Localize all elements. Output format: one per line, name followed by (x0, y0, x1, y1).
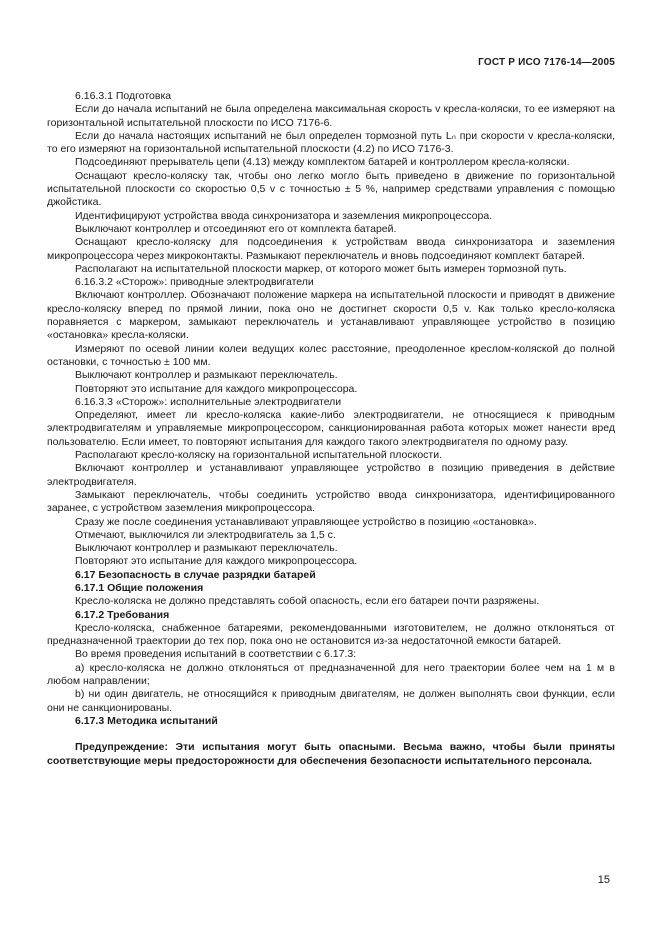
paragraph: 6.17.2 Требования (75, 608, 170, 621)
paragraph: 6.17.3 Методика испытаний (75, 714, 218, 727)
paragraph: 6.16.3.1 Подготовка (75, 90, 172, 102)
paragraph: Сразу же после соединения устанавливают управляющее устройство в позицию «остановка». (75, 515, 537, 528)
paragraph: Определяют, имеет ли кресло-коляска какие-либо электродвигатели, не относящиеся к приводным электродвигателям и управляемые микропроцессором, санкционированная работа которых может нанести вред пользователю. Если имеет, то повторяют испытания для каждого такого электродвигателя по одному разу. (47, 409, 615, 448)
paragraph: Отмечают, выключился ли электродвигатель за 1,5 с. (75, 528, 336, 541)
paragraph: Выключают контроллер и размыкают переключатель. (75, 542, 338, 555)
page-footer (598, 874, 610, 886)
paragraph: Кресло-коляска не должно представлять собой опасность, если его батареи почти разряжены. (75, 595, 540, 608)
paragraph: Оснащают кресло-коляску для подсоединения к устройствам ввода синхронизатора и заземления микропроцессора через микроконтакты. Размыкают переключатель и вновь подсоединяют комплект батарей. (47, 236, 615, 262)
paragraph: Повторяют это испытание для каждого микропроцессора. (75, 382, 358, 395)
paragraph: Если до начала настоящих испытаний не был определен тормозной путь Lₙ при скорости v кресла-коляски, то его измеряют на горизонтальной испытательной плоскости (4.2) по ИСО 7176-3. (47, 129, 615, 156)
paragraph: Измеряют по осевой линии колеи ведущих колес расстояние, преодоленное креслом-коляской до полной остановки, с точностью ± 100 мм. (47, 342, 615, 368)
paragraph: Располагают на испытательной плоскости маркер, от которого может быть измерен тормозной путь. (75, 262, 567, 275)
paragraph: Замыкают переключатель, чтобы соединить устройство ввода синхронизатора, идентифицированного заранее, с устройством заземления микропроцессора. (47, 488, 615, 515)
paragraph: Предупреждение: Эти испытания могут быть опасными. Весьма важно, чтобы были приняты соответствующие меры предосторожности для обеспечения безопасности испытательного персонала. (47, 741, 615, 767)
page-number: 15 (597, 874, 610, 886)
document-header (47, 57, 615, 68)
paragraph: Если до начала испытаний не была определена максимальная скорость v кресла-коляски, то ее измеряют на горизонтальной испытательной плоскости по ИСО 7176-6. (47, 103, 615, 129)
paragraph: Включают контроллер и устанавливают управляющее устройство в позицию приведения в действие электродвигателя. (47, 462, 615, 488)
paragraph: 6.17.1 Общие положения (75, 581, 204, 594)
paragraph: 6.17 Безопасность в случае разрядки батарей (75, 568, 316, 581)
paragraph: b) ни один двигатель, не относящийся к приводным двигателям, не должен выполнять свои функции, если они не санкционированы. (47, 688, 615, 714)
paragraph: Подсоединяют прерыватель цепи (4.13) между комплектом батарей и контроллером кресла-коляски. (75, 156, 570, 169)
paragraph: 6.16.3.3 «Сторож»: исполнительные электродвигатели (75, 395, 342, 408)
paragraph: Во время проведения испытаний в соответствии с 6.17.3: (75, 648, 357, 661)
paragraph: 6.16.3.2 «Сторож»: приводные электродвигатели (75, 276, 314, 289)
paragraph: Идентифицируют устройства ввода синхронизатора и заземления микропроцессора. (75, 209, 493, 222)
paragraph: Повторяют это испытание для каждого микропроцессора. (75, 555, 358, 568)
paragraph: Включают контроллер. Обозначают положение маркера на испытательной плоскости и приводят в движение кресло-коляску вперед по прямой линии, пока оно не достигнет скорости 0,5 v. Как только кресло-коляска поравняется с маркером, замыкают переключатель и устанавливают управляющее устройство в позицию «остановка» кресла-коляски. (47, 289, 615, 342)
paragraph: Выключают контроллер и размыкают переключатель. (75, 369, 338, 382)
document-body (47, 90, 615, 768)
paragraph: Располагают кресло-коляску на горизонтальной испытательной плоскости. (75, 449, 443, 462)
paragraph: Кресло-коляска, снабженное батареями, рекомендованными изготовителем, не должно отклоняться от предназначенной траектории до тех пор, пока оно не остановится из-за недостаточной емкости батарей. (47, 621, 615, 648)
paragraph: Выключают контроллер и отсоединяют его от комплекта батарей. (75, 222, 397, 235)
standard-number: ГОСТ Р ИСО 7176-14—2005 (478, 57, 615, 68)
paragraph: Оснащают кресло-коляску так, чтобы оно легко могло быть приведено в движение по горизонтальной испытательной плоскости со скоростью 0,5 v с точностью ± 5 %, например средствами управления с помощью джойстика. (47, 169, 615, 209)
paragraph: a) кресло-коляска не должно отклоняться от предназначенной для него траектории более чем на 1 м в любом направлении; (47, 661, 615, 688)
